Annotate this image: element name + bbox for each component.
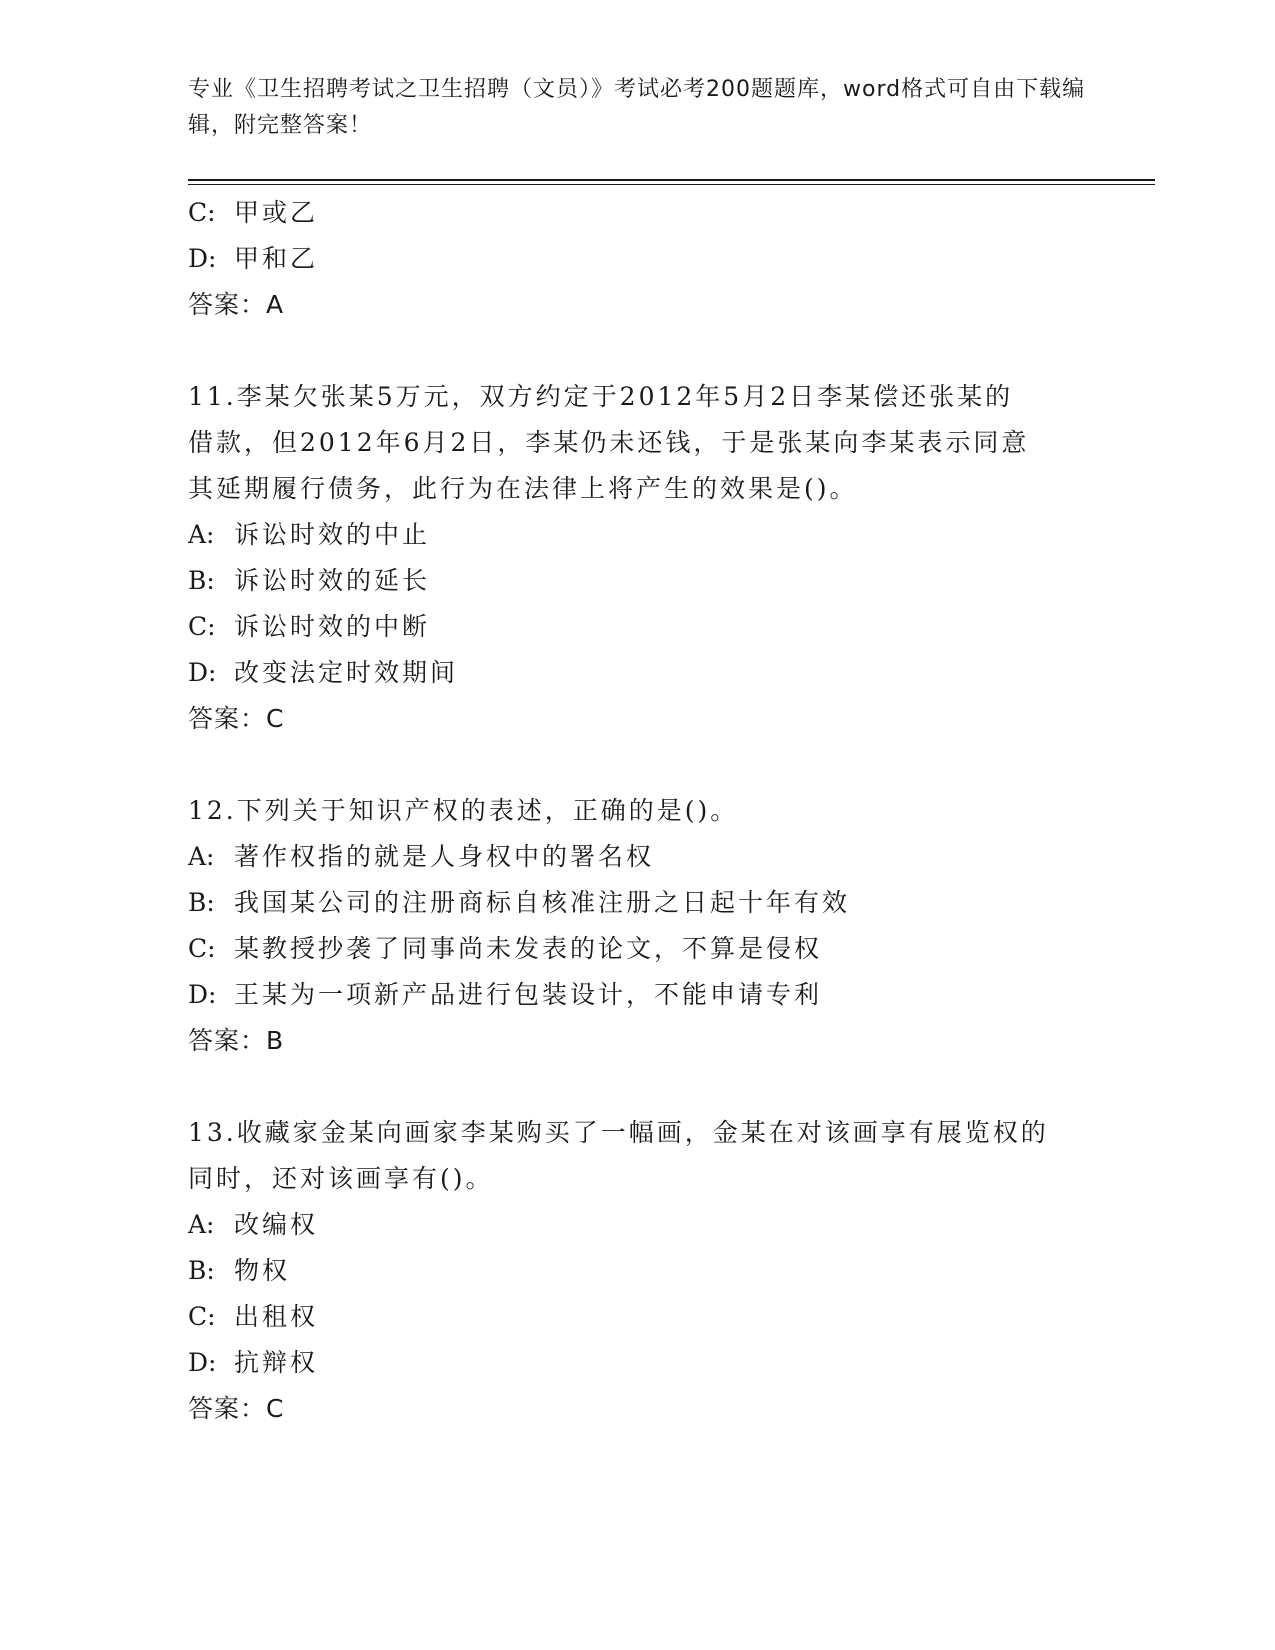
option-label: C:: [188, 198, 216, 227]
option-text: 物权: [234, 1256, 291, 1285]
question-stem-line: 借款，但2012年6月2日，李某仍未还钱，于是张某向李某表示同意: [188, 428, 1030, 457]
option-text: 出租权: [234, 1302, 319, 1331]
option-text: 我国某公司的注册商标自核准注册之日起十年有效: [234, 888, 851, 917]
option-label: D:: [188, 244, 217, 273]
option-a: [188, 1202, 1108, 1248]
question-stem-line: 13.收藏家金某向画家李某购买了一幅画，金某在对该画享有展览权的: [188, 1118, 1049, 1147]
option-label: C:: [188, 612, 216, 641]
option-b: [188, 880, 1108, 926]
option-a: [188, 512, 1108, 558]
question-13: [188, 1110, 1108, 1432]
question-stem-line: 其延期履行债务，此行为在法律上将产生的效果是()。: [188, 474, 858, 503]
header-divider-thick: [188, 179, 1155, 181]
option-label: B:: [188, 888, 215, 917]
option-c: [188, 926, 1108, 972]
document-body: [188, 190, 1108, 1432]
header-divider-thin: [188, 184, 1155, 185]
option-label: A:: [188, 520, 215, 549]
document-header: 专业《卫生招聘考试之卫生招聘（文员）》考试必考200题题库，word格式可自由下载编辑，附完整答案！: [188, 77, 1086, 138]
option-c: [188, 1294, 1108, 1340]
option-d: [188, 972, 1108, 1018]
option-d: [188, 1340, 1108, 1386]
answer-line: 答案：B: [188, 1026, 285, 1055]
option-label: D:: [188, 980, 217, 1009]
option-text: 诉讼时效的延长: [234, 566, 431, 595]
option-label: A:: [188, 1210, 215, 1239]
question-stem-line: 12.下列关于知识产权的表述，正确的是()。: [188, 796, 739, 825]
option-text: 诉讼时效的中止: [234, 520, 431, 549]
option-d: [188, 650, 1108, 696]
option-label: A:: [188, 842, 215, 871]
option-b: [188, 1248, 1108, 1294]
answer-line: 答案：C: [188, 1394, 285, 1423]
option-text: 改编权: [234, 1210, 319, 1239]
answer-line: 答案：C: [188, 704, 285, 733]
option-b: [188, 558, 1108, 604]
question-12: [188, 788, 1108, 1064]
option-d: [188, 236, 1108, 282]
option-label: B:: [188, 1256, 215, 1285]
option-text: 改变法定时效期间: [234, 658, 459, 687]
option-text: 甲和乙: [234, 244, 319, 273]
question-fragment: [188, 190, 1108, 328]
answer-line: 答案：A: [188, 290, 285, 319]
option-label: D:: [188, 1348, 217, 1377]
option-text: 著作权指的就是人身权中的署名权: [234, 842, 655, 871]
option-label: B:: [188, 566, 215, 595]
question-stem-line: 11.李某欠张某5万元，双方约定于2012年5月2日李某偿还张某的: [188, 382, 1014, 411]
option-text: 甲或乙: [234, 198, 319, 227]
option-text: 抗辩权: [234, 1348, 319, 1377]
option-c: [188, 604, 1108, 650]
option-label: D:: [188, 658, 217, 687]
option-label: C:: [188, 934, 216, 963]
question-stem-line: 同时，还对该画享有()。: [188, 1164, 494, 1193]
option-a: [188, 834, 1108, 880]
option-text: 王某为一项新产品进行包装设计，不能申请专利: [234, 980, 823, 1009]
option-text: 某教授抄袭了同事尚未发表的论文，不算是侵权: [234, 934, 823, 963]
option-text: 诉讼时效的中断: [234, 612, 431, 641]
question-11: [188, 374, 1108, 742]
option-label: C:: [188, 1302, 216, 1331]
option-c: [188, 190, 1108, 236]
